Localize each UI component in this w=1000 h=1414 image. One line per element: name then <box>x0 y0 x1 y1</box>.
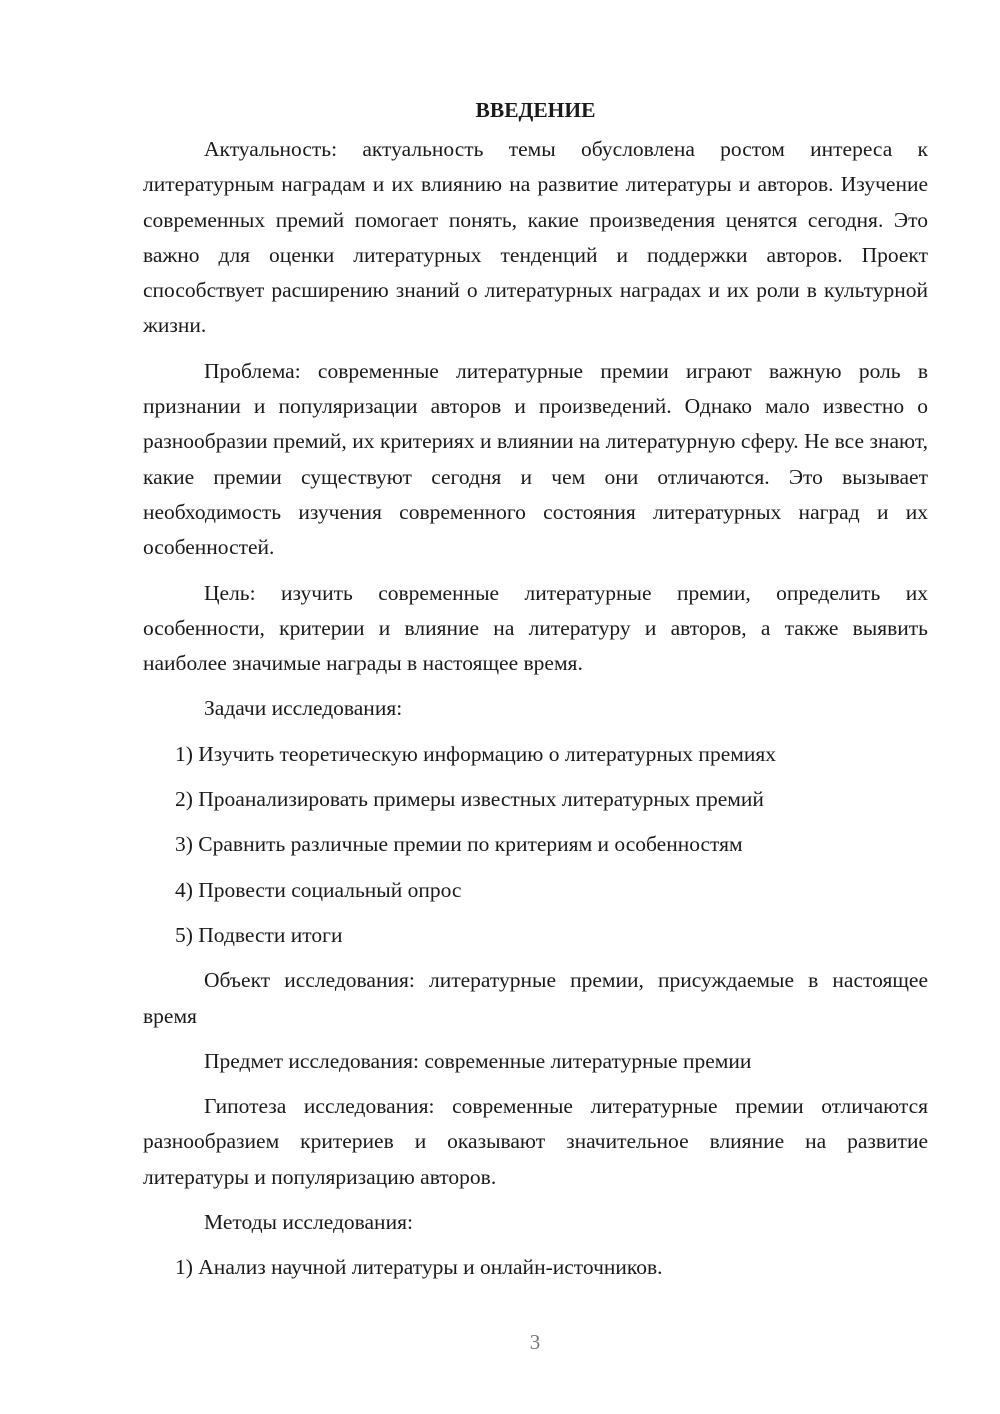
methods-heading: Методы исследования: <box>204 1210 413 1235</box>
paragraph-problem: Проблема: современные литературные премии играют важную роль в признании и популяризации авторов и произведений. Однако мало известно о разнообразии премий, их критериях и влиянии на литературную сферу. Не все знают, какие премии существуют сегодня и чем они отличаются. Это вызывает необходимость изучения современного состояния литературных наград и их особенностей. <box>143 358 928 560</box>
paragraph-object: Объект исследования: литературные премии, присуждаемые в настоящее время <box>143 968 928 1028</box>
methods-list <box>143 1250 928 1285</box>
list-item: 1) Анализ научной литературы и онлайн-источников. <box>175 1255 663 1280</box>
paragraph-goal: Цель: изучить современные литературные премии, определить их особенности, критерии и влияние на литературу и авторов, а также выявить наиболее значимые награды в настоящее время. <box>143 580 928 676</box>
tasks-list <box>143 737 928 953</box>
document-page <box>143 92 928 1296</box>
list-item: 1) Изучить теоретическую информацию о литературных премиях <box>175 741 776 766</box>
list-item: 4) Провести социальный опрос <box>175 877 462 902</box>
page-number: 3 <box>529 1330 541 1354</box>
paragraph-hypothesis: Гипотеза исследования: современные литературные премии отличаются разнообразием критериев и оказывают значительное влияние на развитие литературы и популяризацию авторов. <box>143 1094 928 1189</box>
tasks-heading: Задачи исследования: <box>204 696 403 721</box>
paragraph-subject: Предмет исследования: современные литературные премии <box>204 1048 752 1073</box>
paragraph-relevance: Актуальность: актуальность темы обусловлена ростом интереса к литературным наградам и их влиянию на развитие литературы и авторов. Изучение современных премий помогает понять, какие произведения ценятся сегодня. Это важно для оценки литературных тенденций и поддержки авторов. Проект способствует расширению знаний о литературных наградах и их роли в культурной жизни. <box>143 137 928 338</box>
list-item: 2) Проанализировать примеры известных литературных премий <box>175 787 764 812</box>
list-item: 5) Подвести итоги <box>175 922 343 947</box>
list-item: 3) Сравнить различные премии по критериям и особенностям <box>175 832 743 857</box>
section-title: ВВЕДЕНИЕ <box>475 98 596 122</box>
